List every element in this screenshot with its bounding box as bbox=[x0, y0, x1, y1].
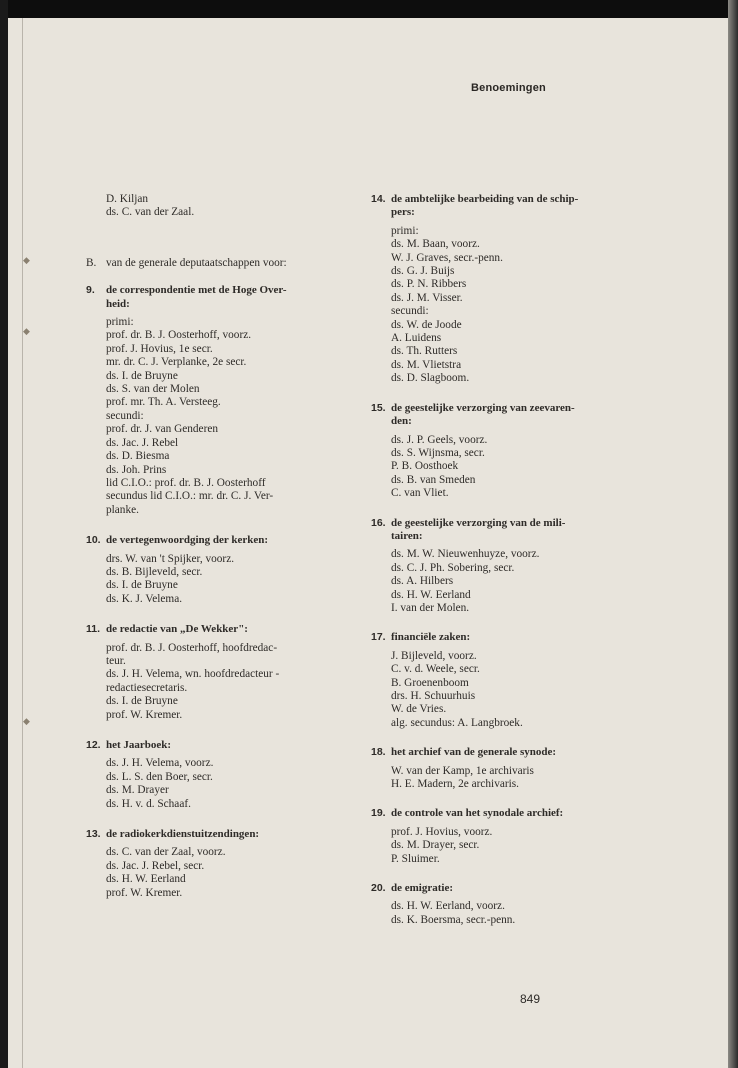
section-letter: B. bbox=[86, 256, 97, 269]
text-line: lid C.I.O.: prof. dr. B. J. Oosterhoff bbox=[106, 476, 266, 489]
text-line: B. Groenenboom bbox=[391, 676, 469, 689]
text-line: ds. M. Vlietstra bbox=[391, 358, 462, 371]
section-number: 20. bbox=[371, 882, 386, 895]
text-line: prof. mr. Th. A. Versteeg. bbox=[106, 396, 221, 409]
text-line: prof. W. Kremer. bbox=[106, 708, 183, 721]
text-line: C. van Vliet. bbox=[391, 487, 449, 500]
section-heading bbox=[371, 631, 633, 644]
subheading-text: van de generale deputaatschappen voor: bbox=[106, 256, 287, 269]
section-body bbox=[86, 846, 348, 900]
section-15 bbox=[371, 402, 633, 501]
section-heading bbox=[86, 623, 348, 636]
section-heading bbox=[86, 284, 348, 311]
text-line: ds. M. W. Nieuwenhuyze, voorz. bbox=[391, 548, 540, 561]
text-line: ds. M. Baan, voorz. bbox=[391, 238, 480, 251]
text-line: ds. Th. Rutters bbox=[391, 345, 458, 358]
section-heading bbox=[371, 807, 633, 820]
text-line: drs. W. van 't Spijker, voorz. bbox=[106, 552, 235, 565]
right-column bbox=[371, 193, 633, 927]
section-number: 10. bbox=[86, 534, 101, 547]
section-number: 17. bbox=[371, 631, 386, 644]
section-number: 18. bbox=[371, 746, 386, 759]
text-line: primi: bbox=[106, 316, 134, 329]
section-body bbox=[371, 650, 633, 730]
scan-border-top bbox=[0, 0, 738, 18]
section-number: 11. bbox=[86, 623, 101, 636]
section-heading bbox=[86, 828, 348, 841]
text-line: drs. H. Schuurhuis bbox=[391, 690, 476, 702]
text-line: prof. dr. B. J. Oosterhoff, voorz. bbox=[106, 329, 252, 342]
text-line: ds. H. W. Eerland bbox=[391, 588, 471, 601]
text-line: W. J. Graves, secr.-penn. bbox=[391, 251, 503, 264]
title-line: heid: bbox=[106, 297, 130, 310]
section-body bbox=[86, 316, 348, 517]
text-line: ds. J. H. Velema, voorz. bbox=[106, 757, 214, 770]
text-line: ds. I. de Bruyne bbox=[106, 695, 178, 708]
text-line: ds. I. de Bruyne bbox=[106, 579, 178, 592]
section-title: de emigratie: bbox=[391, 882, 453, 895]
text-line: prof. J. Hovius, voorz. bbox=[391, 825, 493, 838]
section-body bbox=[371, 225, 633, 386]
running-header: Benoemingen bbox=[471, 82, 546, 94]
text-line: ds. H. W. Eerland bbox=[106, 873, 186, 886]
section-14 bbox=[371, 193, 633, 386]
text-line: ds. B. van Smeden bbox=[391, 473, 476, 486]
text-line: I. van der Molen. bbox=[391, 601, 470, 614]
text-line: ds. M. Drayer bbox=[106, 784, 169, 797]
section-title bbox=[391, 193, 578, 220]
title-line: de geestelijke verzorging van de mili- bbox=[391, 516, 566, 529]
section-body bbox=[371, 434, 633, 501]
text-line: primi: bbox=[391, 224, 419, 237]
text-line: ds. J. H. Velema, wn. hoofdredacteur - bbox=[106, 668, 280, 681]
text-line: ds. S. Wijnsma, secr. bbox=[391, 446, 485, 459]
section-number: 12. bbox=[86, 739, 101, 751]
section-13 bbox=[86, 828, 348, 900]
section-number: 9. bbox=[86, 284, 95, 297]
section-number: 15. bbox=[371, 401, 386, 414]
text-line: planke. bbox=[106, 503, 139, 516]
text-line: prof. dr. B. J. Oosterhoff, hoofdredac- bbox=[106, 641, 278, 654]
section-body bbox=[371, 765, 633, 792]
title-line: de geestelijke verzorging van zeevaren- bbox=[391, 401, 575, 414]
title-line: de correspondentie met de Hoge Over- bbox=[106, 284, 287, 297]
section-heading bbox=[371, 517, 633, 544]
text-line: W. de Vries. bbox=[391, 703, 447, 716]
text-line: ds. J. M. Visser. bbox=[391, 291, 463, 304]
text-line: ds. A. Hilbers bbox=[391, 575, 454, 588]
section-17 bbox=[371, 631, 633, 730]
text-line: ds. D. Slagboom. bbox=[391, 372, 470, 385]
text-line: ds. C. van der Zaal. bbox=[106, 206, 195, 219]
text-line: redactiesecretaris. bbox=[106, 681, 188, 694]
section-heading bbox=[86, 534, 348, 547]
section-title bbox=[391, 402, 575, 429]
section-heading bbox=[371, 193, 633, 220]
section-heading bbox=[86, 739, 348, 752]
section-body bbox=[86, 553, 348, 607]
text-line: teur. bbox=[106, 654, 126, 667]
text-line: H. E. Madern, 2e archivaris. bbox=[391, 778, 519, 791]
section-number: 13. bbox=[86, 828, 101, 841]
section-body bbox=[86, 642, 348, 722]
margin-mark-icon: ◆ bbox=[23, 716, 30, 726]
subheading-b bbox=[86, 257, 348, 270]
text-line: J. Bijleveld, voorz. bbox=[391, 649, 477, 662]
text-line: ds. B. Bijleveld, secr. bbox=[106, 565, 203, 578]
section-number: 16. bbox=[371, 516, 386, 529]
text-line: P. Sluimer. bbox=[391, 852, 440, 865]
section-heading bbox=[371, 882, 633, 895]
text-line: ds. K. Boersma, secr.-penn. bbox=[391, 913, 516, 926]
text-line: ds. S. van der Molen bbox=[106, 383, 200, 396]
section-body bbox=[86, 757, 348, 811]
text-line: ds. C. J. Ph. Sobering, secr. bbox=[391, 561, 515, 574]
section-18 bbox=[371, 746, 633, 791]
title-line: de ambtelijke bearbeiding van de schip- bbox=[391, 193, 579, 205]
text-line: ds. Jac. J. Rebel bbox=[106, 436, 179, 449]
text-line: secundi: bbox=[391, 305, 429, 318]
title-line: tairen: bbox=[391, 529, 423, 542]
section-9 bbox=[86, 284, 348, 517]
text-line: ds. G. J. Buijs bbox=[391, 265, 455, 278]
text-line: ds. I. de Bruyne bbox=[106, 369, 178, 382]
section-body bbox=[371, 826, 633, 866]
text-line: ds. Jac. J. Rebel, secr. bbox=[106, 859, 205, 872]
text-line: secundi: bbox=[106, 409, 144, 422]
section-body bbox=[371, 900, 633, 927]
section-body bbox=[371, 548, 633, 615]
margin-mark-icon: ◆ bbox=[23, 326, 30, 336]
section-title: de redactie van „De Wekker": bbox=[106, 623, 248, 636]
text-line: A. Luidens bbox=[391, 332, 442, 345]
text-line: ds. C. van der Zaal, voorz. bbox=[106, 846, 226, 859]
section-title: financiële zaken: bbox=[391, 631, 471, 644]
section-20 bbox=[371, 882, 633, 927]
text-line: P. B. Oosthoek bbox=[391, 460, 459, 473]
section-title: het archief van de generale synode: bbox=[391, 746, 557, 759]
section-10 bbox=[86, 534, 348, 606]
text-line: D. Kiljan bbox=[106, 193, 149, 205]
text-line: ds. K. J. Velema. bbox=[106, 592, 183, 605]
section-16 bbox=[371, 517, 633, 616]
text-line: secundus lid C.I.O.: mr. dr. C. J. Ver- bbox=[106, 490, 274, 503]
section-number: 19. bbox=[371, 807, 386, 820]
text-line: prof. J. Hovius, 1e secr. bbox=[106, 342, 213, 355]
text-line: ds. P. N. Ribbers bbox=[391, 278, 467, 291]
text-line: prof. W. Kremer. bbox=[106, 886, 183, 899]
left-column bbox=[86, 193, 348, 900]
section-title bbox=[391, 517, 565, 544]
section-heading bbox=[371, 402, 633, 429]
text-line: ds. W. de Joode bbox=[391, 318, 462, 331]
text-line: ds. H. W. Eerland, voorz. bbox=[391, 900, 505, 913]
section-title bbox=[106, 284, 287, 311]
scan-border-left bbox=[0, 0, 8, 1068]
text-line: W. van der Kamp, 1e archivaris bbox=[391, 764, 534, 777]
text-line: alg. secundus: A. Langbroek. bbox=[391, 716, 523, 729]
text-line: ds. D. Biesma bbox=[106, 450, 170, 463]
page-edge bbox=[22, 18, 23, 1068]
text-line: prof. dr. J. van Genderen bbox=[106, 423, 218, 436]
section-19 bbox=[371, 807, 633, 866]
pre-lines bbox=[86, 193, 348, 220]
text-line: C. v. d. Weele, secr. bbox=[391, 663, 480, 676]
margin-mark-icon: ◆ bbox=[23, 255, 30, 265]
section-number: 14. bbox=[371, 193, 386, 205]
section-title: de controle van het synodale archief: bbox=[391, 807, 564, 820]
title-line: pers: bbox=[391, 206, 415, 219]
section-heading bbox=[371, 746, 633, 759]
text-line: mr. dr. C. J. Verplanke, 2e secr. bbox=[106, 356, 247, 369]
section-title: de radiokerkdienstuitzendingen: bbox=[106, 828, 260, 841]
section-12 bbox=[86, 739, 348, 811]
text-line: ds. Joh. Prins bbox=[106, 463, 167, 476]
title-line: den: bbox=[391, 415, 412, 428]
section-title: het Jaarboek: bbox=[106, 739, 172, 751]
section-title: de vertegenwoordging der kerken: bbox=[106, 534, 269, 547]
text-line: ds. H. v. d. Schaaf. bbox=[106, 797, 191, 810]
section-11 bbox=[86, 623, 348, 722]
scan-border-right bbox=[728, 0, 738, 1068]
text-line: ds. J. P. Geels, voorz. bbox=[391, 433, 488, 446]
text-line: ds. L. S. den Boer, secr. bbox=[106, 770, 213, 783]
page-number: 849 bbox=[520, 992, 541, 1006]
text-line: ds. M. Drayer, secr. bbox=[391, 839, 480, 852]
